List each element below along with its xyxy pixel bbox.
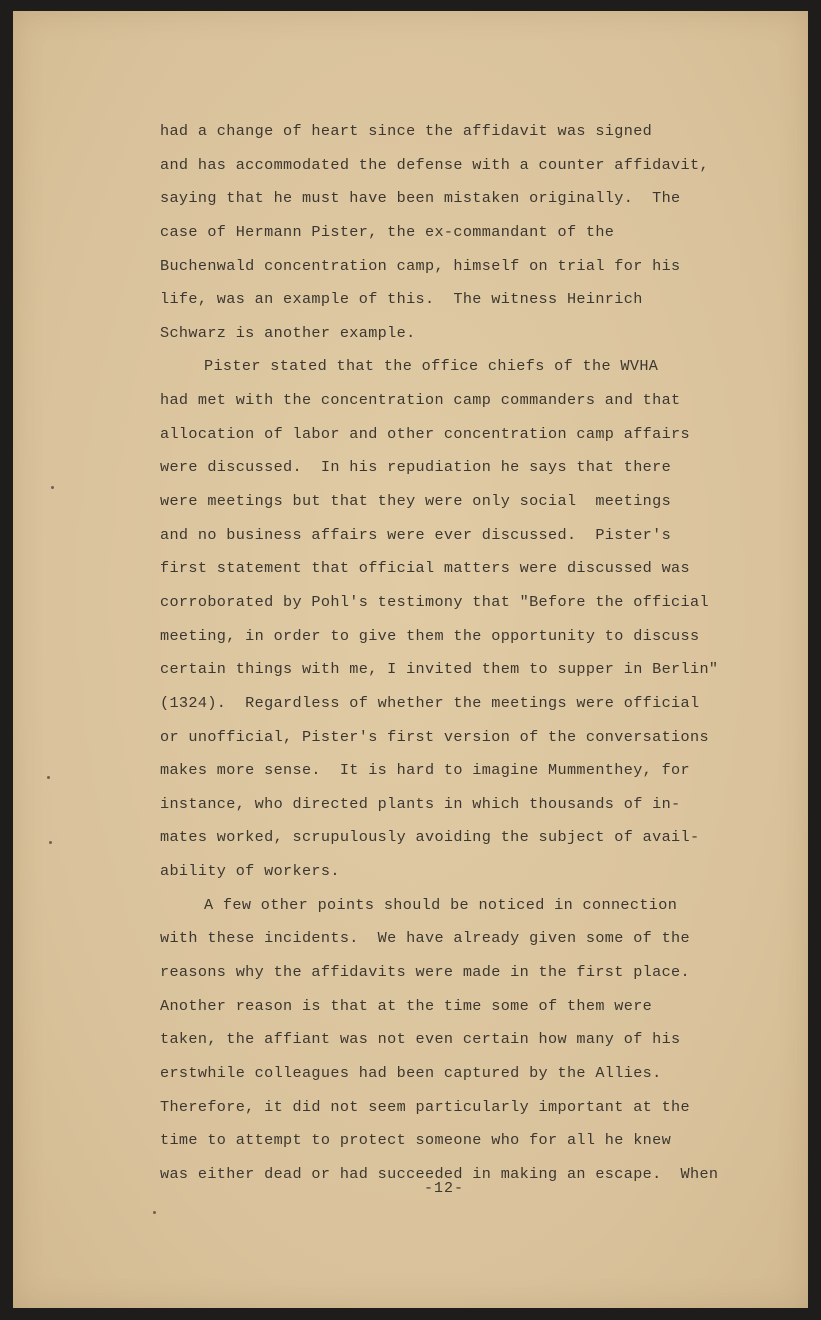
- text-line: life, was an example of this. The witness Heinrich: [160, 290, 643, 309]
- text-line: had a change of heart since the affidavit was signed: [160, 122, 653, 140]
- paragraph: [160, 350, 780, 888]
- text-line: were meetings but that they were only social meetings: [160, 492, 672, 511]
- text-line: taken, the affiant was not even certain how many of his: [160, 1030, 681, 1049]
- text-line: and no business affairs were ever discussed. Pister's: [160, 525, 672, 544]
- text-line: Another reason is that at the time some of them were: [160, 996, 653, 1015]
- paper-speck: [153, 1211, 156, 1214]
- typed-text-body: [160, 115, 780, 1192]
- text-line: certain things with me, I invited them to supper in Berlin": [160, 660, 719, 679]
- text-line: mates worked, scrupulously avoiding the subject of avail-: [160, 828, 700, 847]
- text-line: or unofficial, Pister's first version of the conversations: [160, 727, 709, 746]
- text-line: had met with the concentration camp commanders and that: [160, 391, 681, 410]
- text-line: were discussed. In his repudiation he says that there: [160, 458, 672, 477]
- text-line: was either dead or had succeeded in making an escape. When: [160, 1164, 719, 1183]
- text-line: makes more sense. It is hard to imagine Mummenthey, for: [160, 761, 690, 780]
- text-line: and has accommodated the defense with a counter affidavit,: [160, 155, 709, 174]
- text-line: saying that he must have been mistaken originally. The: [160, 189, 681, 208]
- text-line: (1324). Regardless of whether the meetings were official: [160, 693, 700, 712]
- paper-speck: [49, 841, 52, 844]
- text-line: case of Hermann Pister, the ex-commandant of the: [160, 222, 615, 241]
- text-line: erstwhile colleagues had been captured by the Allies.: [160, 1063, 662, 1082]
- text-line: A few other points should be noticed in connection: [204, 895, 678, 914]
- text-line: allocation of labor and other concentration camp affairs: [160, 424, 690, 443]
- paragraph: [160, 889, 780, 1192]
- text-line: first statement that official matters were discussed was: [160, 559, 690, 578]
- text-line: ability of workers.: [160, 862, 340, 881]
- text-line: reasons why the affidavits were made in the first place.: [160, 963, 690, 982]
- paragraph: [160, 115, 780, 350]
- page-number: -12-: [424, 1180, 465, 1197]
- text-line: time to attempt to protect someone who for all he knew: [160, 1131, 672, 1150]
- paper-speck: [51, 486, 54, 489]
- paper-speck: [47, 776, 50, 779]
- text-line: Therefore, it did not seem particularly important at the: [160, 1097, 690, 1116]
- text-line: corroborated by Pohl's testimony that "Before the official: [160, 592, 709, 611]
- text-line: with these incidents. We have already given some of the: [160, 929, 690, 948]
- text-line: Schwarz is another example.: [160, 323, 416, 342]
- text-line: instance, who directed plants in which thousands of in-: [160, 794, 681, 813]
- text-line: Buchenwald concentration camp, himself on trial for his: [160, 256, 681, 275]
- text-line: meeting, in order to give them the opportunity to discuss: [160, 626, 700, 645]
- text-line: Pister stated that the office chiefs of the WVHA: [204, 357, 659, 376]
